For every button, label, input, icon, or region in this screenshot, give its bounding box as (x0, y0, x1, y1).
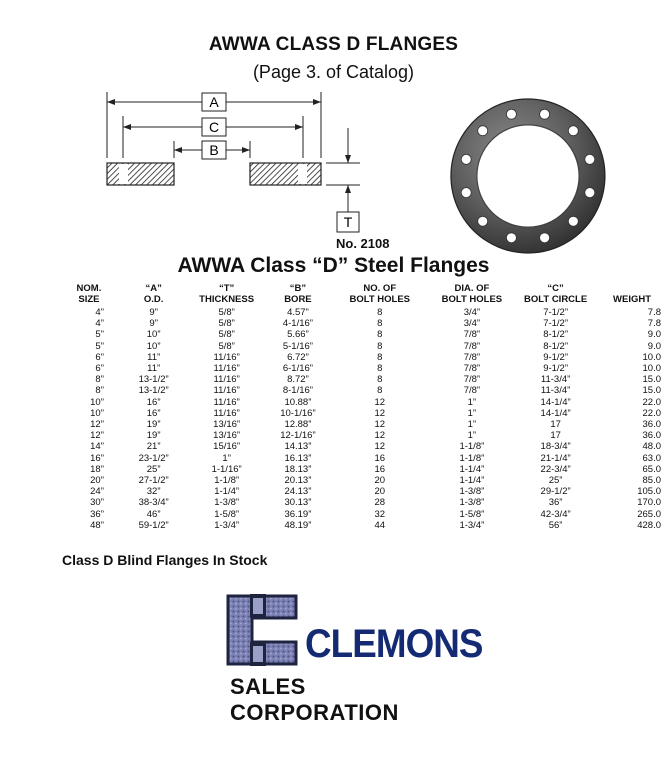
bolt-hole (461, 188, 471, 198)
table-cell: 1-5/8” (214, 508, 240, 520)
table-cell: 11/16” (213, 351, 240, 363)
table-cell: 10” (146, 329, 161, 341)
table-cell: 1-5/8” (459, 508, 485, 520)
column-header-line: WEIGHT (613, 293, 652, 305)
table-cell: 15.0 (642, 385, 661, 397)
table-cell: 16” (146, 396, 161, 408)
table-cell: 48.19” (284, 519, 312, 531)
table-cell: 4” (95, 318, 104, 330)
table-cell: 7/8” (463, 351, 481, 363)
table-cell: 48.0 (642, 441, 661, 453)
table-cell: 7-1/2” (543, 307, 569, 318)
table-cell: 265.0 (637, 508, 661, 520)
table-cell: 1” (222, 452, 231, 464)
table-cell: 18” (90, 463, 104, 475)
bolt-hole (461, 154, 471, 164)
table-cell: 22.0 (642, 396, 661, 408)
table-cell: 11” (147, 351, 161, 363)
table-cell: 12-1/16” (280, 430, 316, 442)
table-cell: 20 (374, 475, 386, 487)
table-cell: 5” (95, 329, 104, 341)
table-cell: 24” (90, 486, 104, 498)
table-cell: 12 (374, 407, 386, 419)
table-cell: 8 (377, 340, 383, 352)
table-cell: 11/16” (213, 385, 240, 397)
table-cell: 36.19” (284, 508, 312, 520)
page-subtitle: (Page 3. of Catalog) (252, 62, 415, 82)
table-cell: 20 (374, 486, 386, 498)
bolt-hole (568, 126, 578, 136)
blind-flanges-note: Class D Blind Flanges In Stock (62, 552, 268, 568)
table-cell: 8.72” (287, 374, 309, 386)
table-cell: 8 (377, 318, 383, 330)
flange-ring-illustration (448, 96, 608, 256)
column-header-line: “C” (547, 283, 564, 294)
table-cell: 7/8” (463, 340, 481, 352)
table-cell: 12 (374, 430, 386, 442)
table-cell: 23-1/2” (138, 452, 169, 464)
table-cell: 38-3/4” (138, 497, 169, 509)
table-row (58, 520, 667, 531)
table-cell: 13-1/2” (138, 374, 169, 386)
column-header-line: BORE (284, 293, 312, 305)
table-cell: 1-1/4” (459, 475, 485, 487)
table-cell: 32 (374, 508, 386, 520)
table-cell: 1” (467, 430, 477, 442)
table-row (58, 352, 667, 363)
logo-company-name: CLEMONS (305, 622, 483, 666)
table-row (58, 341, 667, 352)
table-cell: 56” (548, 519, 563, 531)
table-row (58, 497, 667, 508)
table-title: AWWA Class “D” Steel Flanges (177, 254, 490, 277)
table-row (58, 509, 667, 520)
table-cell: 25” (548, 475, 563, 487)
table-cell: 7/8” (463, 363, 481, 375)
logo-c-mark-icon (222, 590, 302, 670)
table-cell: 7/8” (463, 374, 481, 386)
column-header (330, 284, 430, 307)
table-cell: 10-1/16” (280, 407, 316, 419)
table-cell: 1-3/8” (459, 497, 485, 509)
table-cell: 16.13” (284, 452, 312, 464)
table-cell: 11-3/4” (540, 385, 571, 397)
table-cell: 16 (374, 463, 386, 475)
table-cell: 10” (146, 340, 161, 352)
table-cell: 36.0 (642, 419, 661, 431)
table-row (58, 408, 667, 419)
bolt-hole (478, 216, 488, 226)
flange-section-diagram (98, 86, 378, 236)
table-cell: 19” (146, 419, 161, 431)
flange-section-left (107, 163, 174, 185)
table-row (58, 453, 667, 464)
table-cell: 4” (95, 307, 104, 318)
page-title: AWWA CLASS D FLANGES (208, 34, 459, 55)
table-cell: 16 (374, 452, 386, 464)
table-cell: 44 (374, 519, 386, 531)
dimension-c-label: C (208, 119, 220, 135)
table-row (58, 374, 667, 385)
table-cell: 5-1/16” (282, 340, 313, 352)
table-cell: 14-1/4” (540, 407, 571, 419)
table-cell: 3/4” (463, 307, 481, 318)
column-header-line: “A” (145, 283, 162, 294)
table-cell: 28 (374, 497, 386, 509)
dimension-a-label: A (209, 94, 219, 110)
table-cell: 8 (377, 363, 383, 375)
table-cell: 9” (149, 318, 158, 330)
table-cell: 8 (377, 374, 383, 386)
table-cell: 11/16” (213, 363, 240, 375)
table-cell: 16” (90, 452, 104, 464)
table-cell: 36” (90, 508, 104, 520)
table-cell: 1” (467, 396, 477, 408)
column-header (266, 284, 330, 307)
table-cell: 12 (374, 419, 386, 431)
table-cell: 10.0 (642, 363, 661, 375)
table-cell: 13/16” (213, 430, 241, 442)
table-cell: 19” (146, 430, 161, 442)
table-cell: 11” (147, 363, 161, 375)
table-cell: 11/16” (213, 374, 240, 386)
company-logo (222, 590, 483, 725)
table-cell: 6.72” (287, 351, 309, 363)
column-header-line: NO. OF (363, 283, 397, 294)
bolt-hole (540, 233, 550, 243)
table-cell: 1-1/8” (459, 452, 485, 464)
table-row (58, 464, 667, 475)
table-cell: 6” (95, 363, 104, 375)
column-header-line: BOLT CIRCLE (524, 293, 588, 305)
table-cell: 8 (377, 329, 383, 341)
table-cell: 13/16” (213, 419, 241, 431)
table-row (58, 307, 667, 318)
table-cell: 7.8 (647, 307, 661, 318)
table-cell: 8 (377, 351, 383, 363)
table-cell: 1-1/8” (459, 441, 485, 453)
table-cell: 15.0 (642, 374, 661, 386)
table-cell: 42-3/4” (540, 508, 571, 520)
table-cell: 12” (90, 419, 104, 431)
logo-company-subtitle: SALES CORPORATION (230, 674, 399, 725)
column-header-line: “B” (289, 283, 307, 294)
table-cell: 12 (374, 441, 386, 453)
table-cell: 18.13” (284, 463, 312, 475)
table-cell: 10” (90, 407, 104, 419)
table-cell: 7-1/2” (543, 318, 569, 330)
table-cell: 9-1/2” (543, 351, 569, 363)
table-cell: 8-1/16” (282, 385, 313, 397)
table-row (58, 397, 667, 408)
table-cell: 9” (149, 307, 158, 318)
table-cell: 1-3/4” (459, 519, 485, 531)
table-cell: 22-3/4” (540, 463, 571, 475)
table-cell: 30” (90, 497, 104, 509)
table-cell: 85.0 (642, 475, 661, 487)
table-cell: 8” (95, 385, 104, 397)
column-header-line: NOM. (76, 283, 102, 294)
table-cell: 20.13” (284, 475, 312, 487)
table-cell: 36” (548, 497, 563, 509)
table-cell: 8-1/2” (543, 329, 569, 341)
table-cell: 59-1/2” (138, 519, 169, 531)
column-header-line: THICKNESS (199, 293, 255, 305)
column-header-line: BOLT HOLES (349, 293, 411, 305)
table-cell: 24.13” (284, 486, 312, 498)
dimension-b-label: B (209, 142, 219, 158)
table-row (58, 385, 667, 396)
column-header-line: BOLT HOLES (441, 293, 503, 305)
table-cell: 12 (374, 396, 386, 408)
table-cell: 12” (90, 430, 104, 442)
table-cell: 8” (95, 374, 104, 386)
table-cell: 63.0 (642, 452, 661, 464)
table-cell: 5/8” (218, 329, 235, 341)
table-cell: 29-1/2” (540, 486, 571, 498)
table-cell: 1-3/8” (214, 497, 240, 509)
table-cell: 6-1/16” (282, 363, 313, 375)
column-header (58, 284, 120, 307)
table-cell: 1-1/4” (459, 463, 485, 475)
table-cell: 9-1/2” (543, 363, 569, 375)
table-cell: 1-1/16” (211, 463, 242, 475)
table-row (58, 363, 667, 374)
column-header (514, 284, 597, 307)
column-header-line: “T” (218, 283, 235, 294)
table-row (58, 441, 667, 452)
table-cell: 22.0 (642, 407, 661, 419)
table-cell: 11-3/4” (540, 374, 571, 386)
table-cell: 20” (90, 475, 104, 487)
table-cell: 11/16” (213, 396, 240, 408)
table-cell: 10.0 (642, 351, 661, 363)
table-cell: 46” (146, 508, 161, 520)
table-cell: 17 (550, 419, 561, 431)
table-cell: 1” (467, 407, 477, 419)
table-row (58, 318, 667, 329)
table-cell: 32” (146, 486, 161, 498)
table-header-row (58, 284, 667, 307)
table-cell: 1-1/4” (214, 486, 240, 498)
column-header (120, 284, 188, 307)
column-header (187, 284, 265, 307)
table-cell: 48” (90, 519, 104, 531)
table-cell: 9.0 (647, 329, 661, 341)
table-cell: 170.0 (637, 497, 661, 509)
table-cell: 6” (95, 351, 104, 363)
table-cell: 4.57” (287, 307, 309, 318)
table-cell: 5.66” (287, 329, 309, 341)
bolt-hole (585, 154, 595, 164)
column-header-line: DIA. OF (454, 283, 490, 294)
column-header (597, 284, 667, 307)
table-cell: 15/16” (213, 441, 241, 453)
table-cell: 25” (146, 463, 161, 475)
table-cell: 1-3/8” (459, 486, 485, 498)
table-cell: 4-1/16” (282, 318, 313, 330)
table-cell: 65.0 (642, 463, 661, 475)
column-header-line: SIZE (78, 293, 100, 305)
table-cell: 428.0 (637, 519, 661, 531)
table-cell: 9.0 (647, 340, 661, 352)
table-cell: 10” (90, 396, 104, 408)
table-cell: 5/8” (218, 340, 235, 352)
table-cell: 7.8 (647, 318, 661, 330)
table-cell: 18-3/4” (540, 441, 571, 453)
table-cell: 13-1/2” (138, 385, 169, 397)
bolt-hole (506, 109, 516, 119)
table-cell: 21” (146, 441, 161, 453)
table-cell: 36.0 (642, 430, 661, 442)
column-header-line: O.D. (143, 293, 164, 305)
table-cell: 12.88” (284, 419, 312, 431)
table-cell: 21-1/4” (540, 452, 571, 464)
column-header (430, 284, 515, 307)
table-cell: 1-1/8” (214, 475, 240, 487)
bolt-hole (540, 109, 550, 119)
table-cell: 11/16” (213, 407, 240, 419)
table-cell: 7/8” (463, 329, 481, 341)
table-cell: 14.13” (284, 441, 312, 453)
bolt-hole (478, 126, 488, 136)
table-row (58, 430, 667, 441)
table-cell: 10.88” (284, 396, 312, 408)
table-cell: 7/8” (463, 385, 481, 397)
table-cell: 5/8” (218, 307, 235, 318)
table-cell: 16” (146, 407, 161, 419)
flange-section-right (250, 163, 321, 185)
table-cell: 14-1/4” (540, 396, 571, 408)
table-cell: 8 (377, 385, 383, 397)
table-cell: 17 (550, 430, 561, 442)
dimension-t-label: T (343, 214, 353, 230)
table-cell: 5/8” (218, 318, 235, 330)
bolt-hole (506, 233, 516, 243)
catalog-number: No. 2108 (336, 236, 390, 251)
table-row (58, 475, 667, 486)
table-cell: 30.13” (284, 497, 312, 509)
column-header-line (597, 284, 667, 295)
table-cell: 8-1/2” (543, 340, 569, 352)
table-cell: 1” (467, 419, 477, 431)
table-cell: 14” (90, 441, 104, 453)
table-cell: 5” (95, 340, 104, 352)
table-row (58, 419, 667, 430)
table-cell: 8 (377, 307, 383, 318)
table-row (58, 486, 667, 497)
table-cell: 3/4” (463, 318, 481, 330)
bolt-hole (568, 216, 578, 226)
table-row (58, 329, 667, 340)
table-cell: 105.0 (637, 486, 661, 498)
table-cell: 1-3/4” (214, 519, 240, 531)
bolt-hole (585, 188, 595, 198)
table-cell: 27-1/2” (138, 475, 169, 487)
flange-spec-table (58, 284, 667, 531)
